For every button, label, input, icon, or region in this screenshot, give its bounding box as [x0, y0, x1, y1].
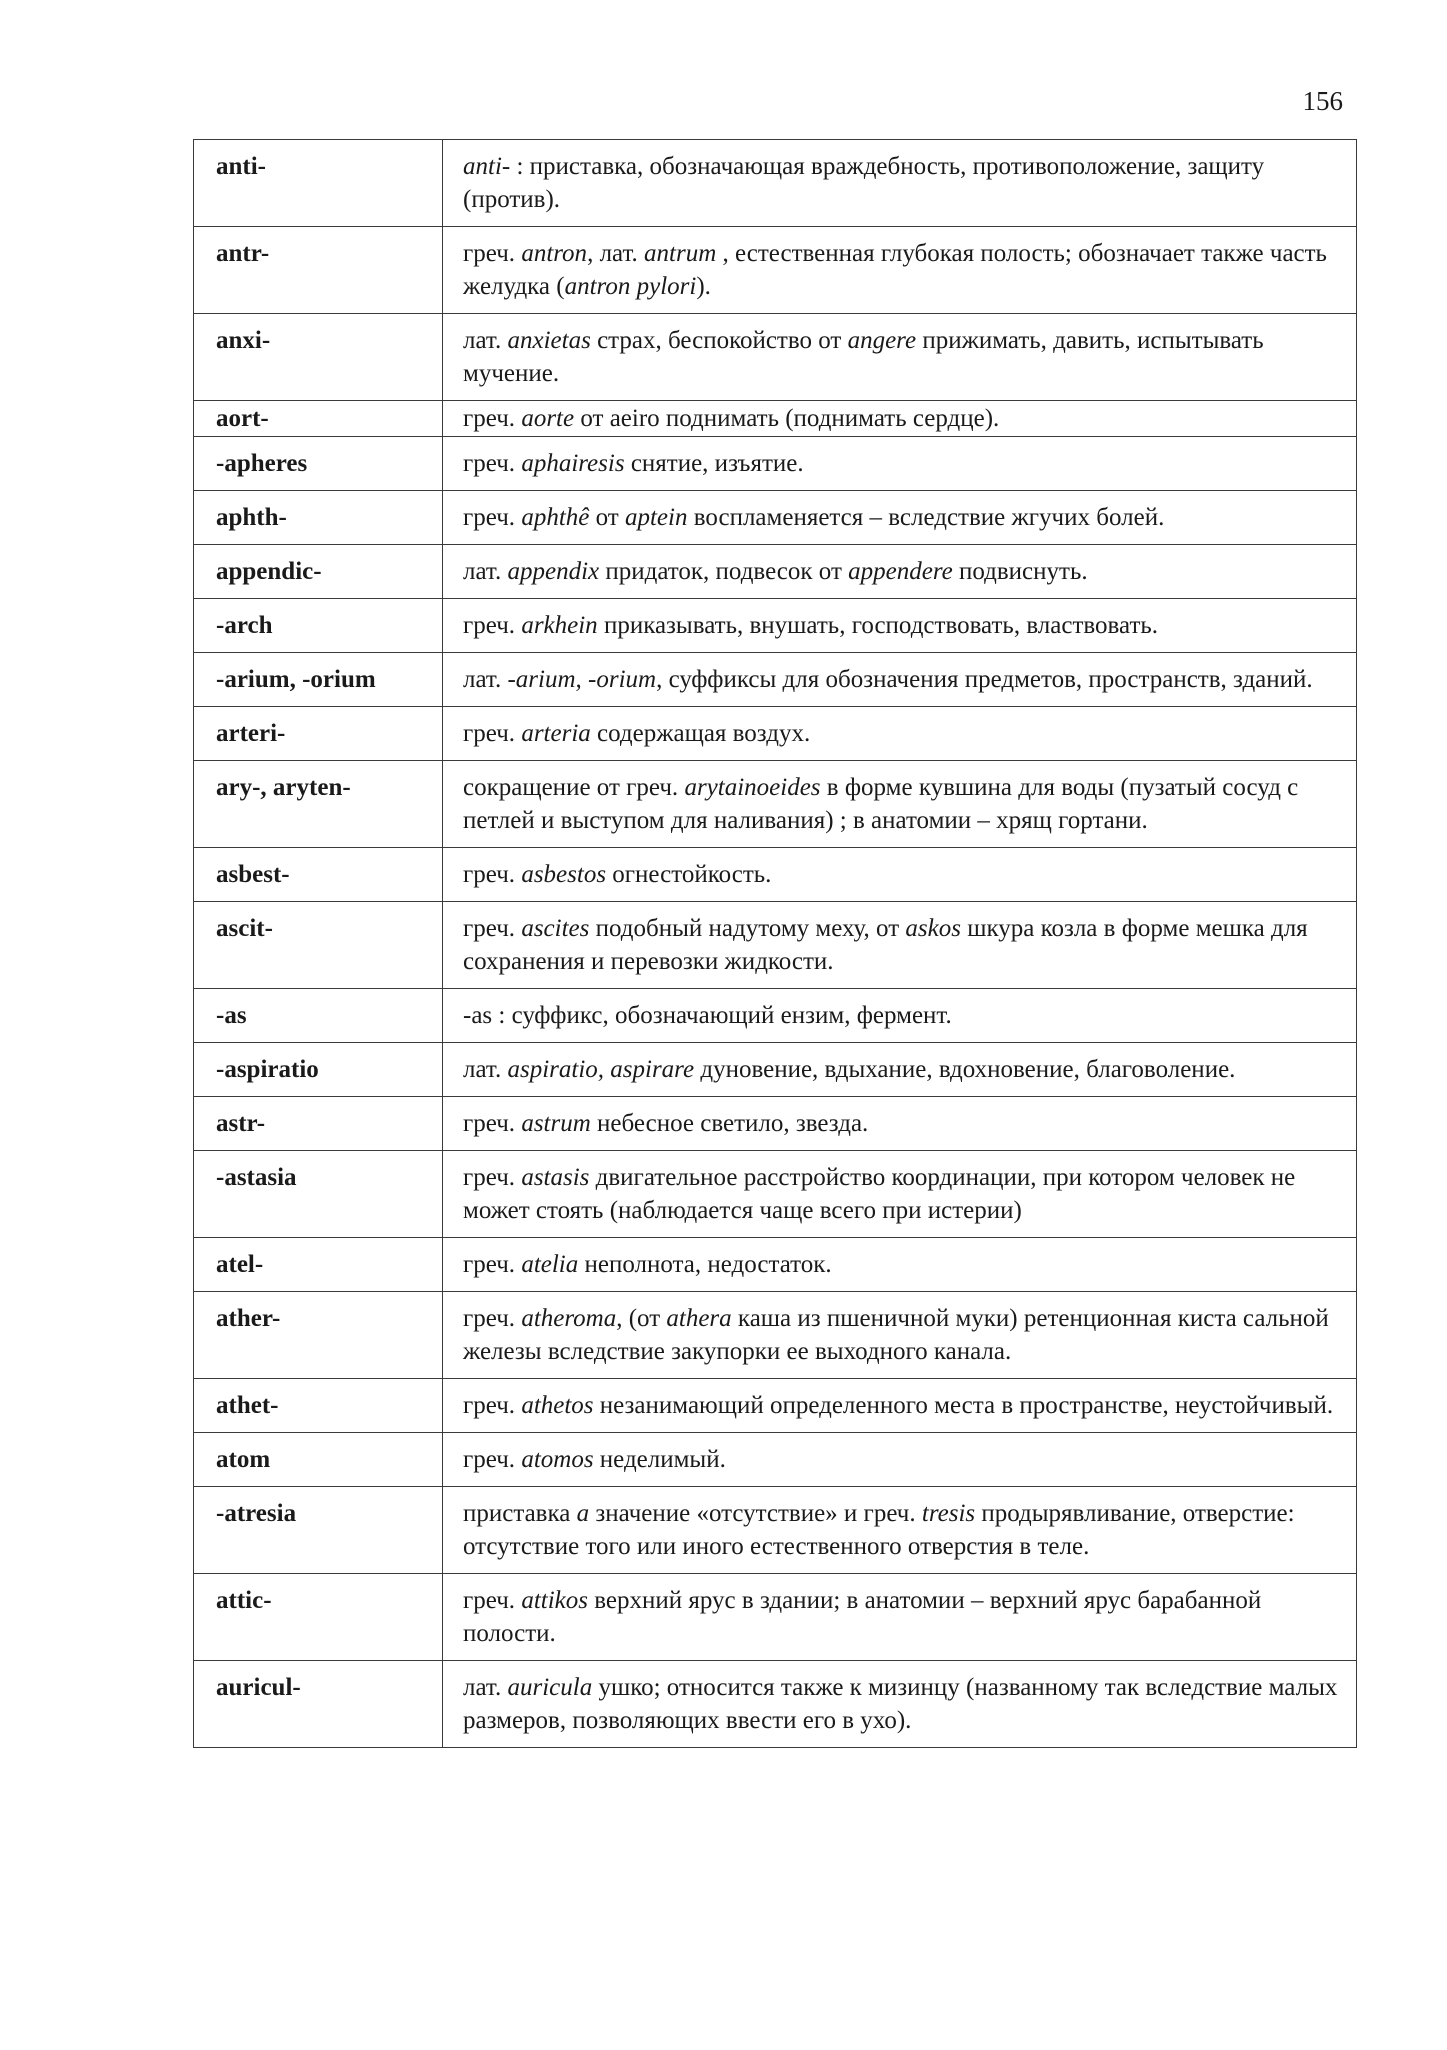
definition-cell — [443, 491, 1357, 545]
definition-italic-term: antron pylori — [564, 273, 697, 300]
definition-italic-term: antrum — [644, 240, 717, 267]
definition-text: лат. — [463, 1056, 508, 1083]
term-cell: anxi- — [194, 314, 443, 401]
definition-text: лат. — [463, 558, 508, 585]
definition-text: воспламеняется – вследствие жгучих болей. — [687, 504, 1165, 531]
definition-italic-term: angere — [847, 327, 917, 354]
definition-text: греч. — [463, 1446, 522, 1473]
definition-italic-term: aptein — [624, 504, 688, 531]
term-cell: atom — [194, 1433, 443, 1487]
table-row — [194, 1433, 1357, 1487]
definition-text: , (от — [616, 1305, 667, 1332]
table-row — [194, 437, 1357, 491]
definition-cell — [443, 989, 1357, 1043]
definition-italic-term: aspiratio, aspirare — [507, 1056, 695, 1083]
table-row — [194, 1043, 1357, 1097]
definition-cell — [443, 545, 1357, 599]
definition-text: небесное светило, звезда. — [590, 1110, 869, 1137]
definition-text: ушко; относится также к мизинцу (названному так вследствие малых размеров, позволяющих ввести его в ухо). — [463, 1674, 1338, 1734]
definition-cell — [443, 1151, 1357, 1238]
definition-text: верхний ярус в здании; в анатомии – верхний ярус барабанной полости. — [463, 1587, 1262, 1647]
definition-text: : приставка, обозначающая враждебность, противоположение, защиту (против). — [463, 153, 1265, 213]
definition-italic-term: -arium, -orium — [507, 666, 657, 693]
table-row — [194, 140, 1357, 227]
definition-text: греч. — [463, 1392, 522, 1419]
definition-italic-term: anxietas — [507, 327, 591, 354]
definition-text: греч. — [463, 1587, 522, 1614]
term-cell: -arch — [194, 599, 443, 653]
definition-text: греч. — [463, 915, 522, 942]
table-row — [194, 1151, 1357, 1238]
definition-italic-term: ascites — [521, 915, 590, 942]
definition-italic-term: athera — [666, 1305, 732, 1332]
term-cell: astr- — [194, 1097, 443, 1151]
definition-cell — [443, 707, 1357, 761]
table-row — [194, 989, 1357, 1043]
term-cell: anti- — [194, 140, 443, 227]
definition-italic-term: arteria — [521, 720, 591, 747]
table-row — [194, 1238, 1357, 1292]
definition-text: ). — [696, 273, 711, 300]
definition-text: снятие, изъятие. — [624, 450, 804, 477]
definition-italic-term: aphthê — [521, 504, 590, 531]
definition-italic-term: atelia — [521, 1251, 579, 1278]
table-row — [194, 401, 1357, 437]
table-row — [194, 227, 1357, 314]
definition-cell — [443, 1487, 1357, 1574]
definition-italic-term: anti- — [463, 153, 511, 180]
definition-cell — [443, 1097, 1357, 1151]
definition-cell — [443, 848, 1357, 902]
term-cell: appendic- — [194, 545, 443, 599]
definition-text: , суффиксы для обозначения предметов, пространств, зданий. — [656, 666, 1313, 693]
table-row — [194, 1487, 1357, 1574]
definition-cell — [443, 1292, 1357, 1379]
table-row — [194, 1661, 1357, 1748]
definition-cell — [443, 1238, 1357, 1292]
definition-text: греч. — [463, 504, 522, 531]
table-row — [194, 902, 1357, 989]
definition-cell — [443, 314, 1357, 401]
definition-text: в форме кувшина для воды (пузатый сосуд с петлей и выступом для наливания) ; в анатомии – хрящ гортани. — [463, 774, 1299, 834]
term-cell: -arium, -orium — [194, 653, 443, 707]
term-cell: attic- — [194, 1574, 443, 1661]
definition-text: страх, беспокойство от — [590, 327, 848, 354]
table-row — [194, 599, 1357, 653]
page-number: 156 — [1302, 86, 1343, 116]
definition-cell — [443, 227, 1357, 314]
term-cell: -aspiratio — [194, 1043, 443, 1097]
term-cell: athet- — [194, 1379, 443, 1433]
definition-italic-term: asbestos — [521, 861, 607, 888]
definition-text: дуновение, вдыхание, вдохновение, благоволение. — [694, 1056, 1236, 1083]
term-cell: arteri- — [194, 707, 443, 761]
definition-text: шкура козла в форме мешка для сохранения и перевозки жидкости. — [463, 915, 1308, 975]
definition-text: лат. — [463, 1674, 508, 1701]
definition-cell — [443, 1661, 1357, 1748]
definition-text: лат. — [463, 327, 508, 354]
definition-text: греч. — [463, 405, 522, 432]
term-cell: asbest- — [194, 848, 443, 902]
table-row — [194, 707, 1357, 761]
definition-italic-term: atomos — [521, 1446, 594, 1473]
term-cell: ather- — [194, 1292, 443, 1379]
definition-text: подвиснуть. — [952, 558, 1088, 585]
definition-text: сокращение от греч. — [463, 774, 685, 801]
definition-cell — [443, 1379, 1357, 1433]
definition-cell — [443, 599, 1357, 653]
definition-italic-term: athetos — [521, 1392, 594, 1419]
term-cell: aort- — [194, 401, 443, 437]
table-row — [194, 1097, 1357, 1151]
definition-text: содержащая воздух. — [590, 720, 811, 747]
term-cell: antr- — [194, 227, 443, 314]
definition-italic-term: tresis — [921, 1500, 976, 1527]
definition-text: -as : суффикс, обозначающий ензим, фермент. — [463, 1002, 952, 1029]
definition-cell — [443, 1433, 1357, 1487]
definition-text: греч. — [463, 1305, 522, 1332]
glossary-body — [194, 140, 1357, 1748]
definition-text: греч. — [463, 612, 522, 639]
definition-italic-term: astrum — [521, 1110, 591, 1137]
table-row — [194, 1379, 1357, 1433]
term-cell: aphth- — [194, 491, 443, 545]
definition-italic-term: arkhein — [521, 612, 598, 639]
definition-text: неделимый. — [593, 1446, 726, 1473]
definition-text: приставка — [463, 1500, 577, 1527]
term-cell: atel- — [194, 1238, 443, 1292]
definition-text: греч. — [463, 1164, 522, 1191]
definition-cell — [443, 653, 1357, 707]
definition-text: греч. — [463, 861, 522, 888]
definition-cell — [443, 140, 1357, 227]
table-row — [194, 314, 1357, 401]
definition-text: неполнота, недостаток. — [578, 1251, 832, 1278]
definition-italic-term: antron — [521, 240, 588, 267]
term-cell: -apheres — [194, 437, 443, 491]
table-row — [194, 491, 1357, 545]
table-row — [194, 848, 1357, 902]
term-cell: -astasia — [194, 1151, 443, 1238]
definition-text: приказывать, внушать, господствовать, властвовать. — [597, 612, 1159, 639]
definition-text: , естественная глубокая полость; обозначает также часть желудка ( — [463, 240, 1327, 300]
definition-text: прижимать, давить, испытывать мучение. — [463, 327, 1264, 387]
definition-italic-term: atheroma — [521, 1305, 617, 1332]
definition-text: незанимающий определенного места в пространстве, неустойчивый. — [593, 1392, 1334, 1419]
definition-cell — [443, 761, 1357, 848]
definition-italic-term: appendix — [507, 558, 600, 585]
definition-text: значение «отсутствие» и греч. — [589, 1500, 922, 1527]
table-row — [194, 1292, 1357, 1379]
table-row — [194, 761, 1357, 848]
glossary-table — [193, 139, 1357, 1748]
table-row — [194, 545, 1357, 599]
definition-text: , лат. — [587, 240, 645, 267]
definition-text: от — [589, 504, 625, 531]
definition-italic-term: attikos — [521, 1587, 588, 1614]
definition-italic-term: aphairesis — [521, 450, 625, 477]
definition-text: подобный надутому меху, от — [589, 915, 906, 942]
definition-cell — [443, 401, 1357, 437]
definition-cell — [443, 1043, 1357, 1097]
term-cell: ascit- — [194, 902, 443, 989]
definition-text: каша из пшеничной муки) ретенционная киста сальной железы вследствие закупорки ее выходного канала. — [463, 1305, 1329, 1365]
definition-text: продырявливание, отверстие: отсутствие того или иного естественного отверстия в теле. — [463, 1500, 1295, 1560]
definition-text: огнестойкость. — [606, 861, 772, 888]
definition-cell — [443, 437, 1357, 491]
definition-text: греч. — [463, 450, 522, 477]
definition-cell — [443, 902, 1357, 989]
table-row — [194, 653, 1357, 707]
definition-italic-term: aorte — [521, 405, 575, 432]
term-cell: auricul- — [194, 1661, 443, 1748]
definition-italic-term: askos — [905, 915, 961, 942]
definition-text: греч. — [463, 1110, 522, 1137]
definition-italic-term: auricula — [507, 1674, 593, 1701]
definition-text: греч. — [463, 240, 522, 267]
definition-text: лат. — [463, 666, 508, 693]
term-cell: -as — [194, 989, 443, 1043]
definition-cell — [443, 1574, 1357, 1661]
definition-italic-term: appendere — [848, 558, 953, 585]
term-cell: ary-, aryten- — [194, 761, 443, 848]
definition-text: греч. — [463, 1251, 522, 1278]
definition-text: от aeiro поднимать (поднимать сердце). — [574, 405, 1000, 432]
definition-text: двигательное расстройство координации, при котором человек не может стоять (наблюдается чаще всего при истерии) — [463, 1164, 1296, 1224]
definition-italic-term: arytainoeides — [684, 774, 821, 801]
definition-italic-term: astasis — [521, 1164, 590, 1191]
definition-text: греч. — [463, 720, 522, 747]
term-cell: -atresia — [194, 1487, 443, 1574]
definition-text: придаток, подвесок от — [599, 558, 849, 585]
definition-italic-term: a — [576, 1500, 590, 1527]
table-row — [194, 1574, 1357, 1661]
